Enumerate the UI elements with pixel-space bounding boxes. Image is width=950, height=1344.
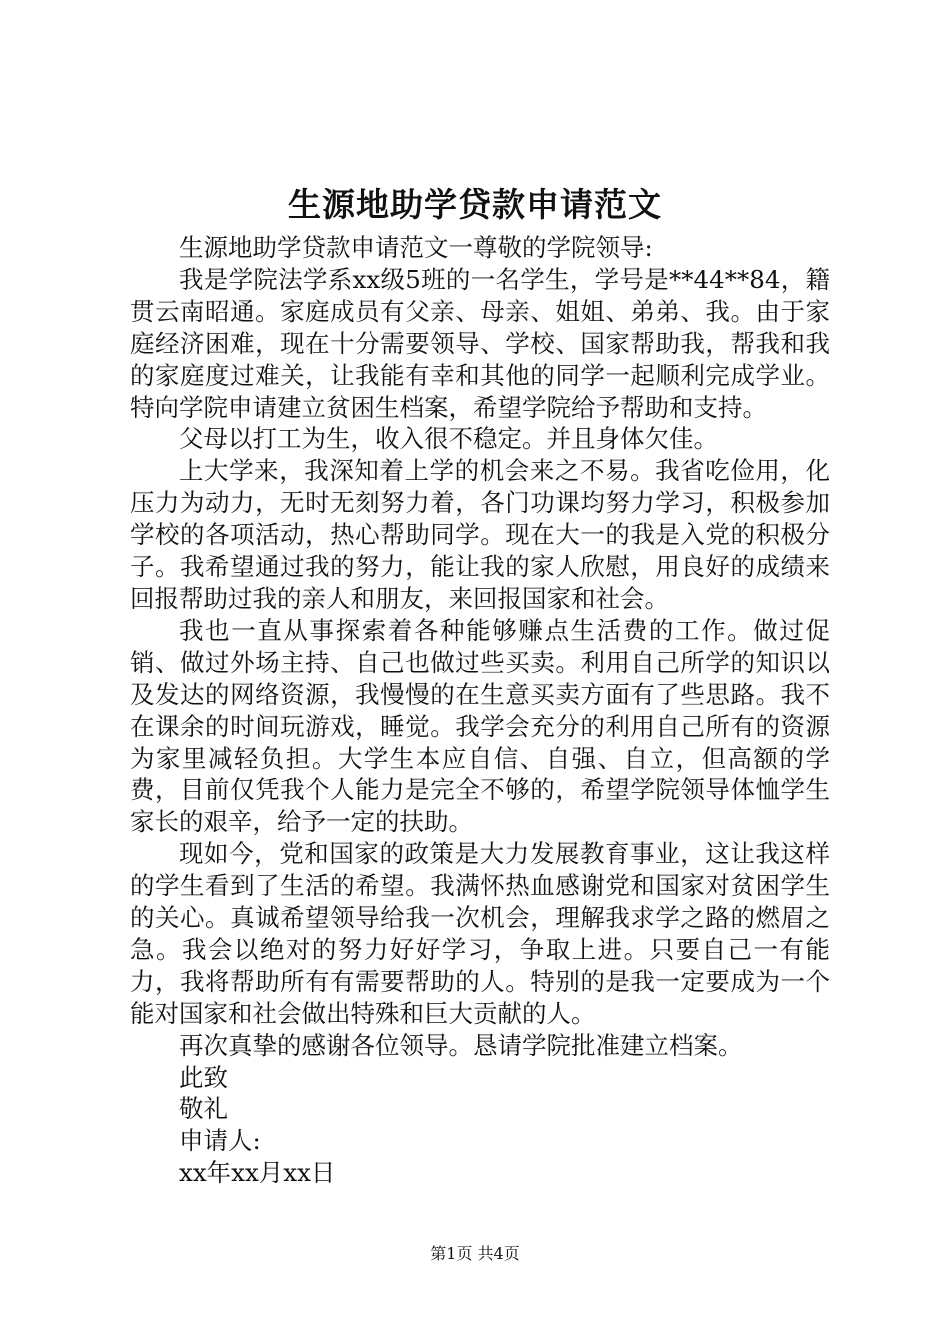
document-body bbox=[130, 232, 830, 1189]
paragraph-introduction: 我是学院法学系xx级5班的一名学生，学号是**44**84，籍贯云南昭通。家庭成员有父亲、母亲、姐姐、弟弟、我。由于家庭经济困难，现在十分需要领导、学校、国家帮助我，帮我和我的家庭度过难关，让我能有幸和其他的同学一起顺利完成学业。特向学院申请建立贫困生档案，希望学院给予帮助和支持。 bbox=[130, 264, 830, 422]
paragraph-salutation: 生源地助学贷款申请范文一尊敬的学院领导: bbox=[179, 233, 653, 262]
document-title: 生源地助学贷款申请范文 bbox=[288, 185, 662, 224]
paragraph-part-time-work: 我也一直从事探索着各种能够赚点生活费的工作。做过促销、做过外场主持、自己也做过些买卖。利用自己所学的知识以及发达的网络资源，我慢慢的在生意买卖方面有了些思路。我不在课余的时间玩游戏，睡觉。我学会充分的利用自己所有的资源为家里减轻负担。大学生本应自信、自强、自立，但高额的学费，目前仅凭我个人能力是完全不够的，希望学院领导体恤学生家长的艰辛，给予一定的扶助。 bbox=[130, 615, 830, 837]
page-footer: 第1页 共4页 bbox=[430, 1244, 520, 1263]
paragraph-final-thanks: 再次真挚的感谢各位领导。恳请学院批准建立档案。 bbox=[179, 1030, 743, 1060]
closing-line-1: 此致 bbox=[179, 1062, 228, 1092]
paragraph-gratitude: 现如今，党和国家的政策是大力发展教育事业，这让我这样的学生看到了生活的希望。我满怀热血感谢党和国家对贫困学生的关心。真诚希望领导给我一次机会，理解我求学之路的燃眉之急。我会以绝对的努力好好学习，争取上进。只要自己一有能力，我将帮助所有有需要帮助的人。特别的是我一定要成为一个能对国家和社会做出特殊和巨大贡献的人。 bbox=[130, 839, 830, 1028]
date-line: xx年xx月xx日 bbox=[179, 1158, 336, 1188]
closing-line-2: 敬礼 bbox=[179, 1094, 228, 1124]
paragraph-university-life: 上大学来，我深知着上学的机会来之不易。我省吃俭用，化压力为动力，无时无刻努力着，各门功课均努力学习，积极参加学校的各项活动，热心帮助同学。现在大一的我是入党的积极分子。我希望通过我的努力，能让我的家人欣慰，用良好的成绩来回报帮助过我的亲人和朋友，来回报国家和社会。 bbox=[130, 456, 830, 613]
applicant-label: 申请人: bbox=[179, 1126, 261, 1156]
paragraph-parents: 父母以打工为生，收入很不稳定。并且身体欠佳。 bbox=[179, 424, 718, 454]
